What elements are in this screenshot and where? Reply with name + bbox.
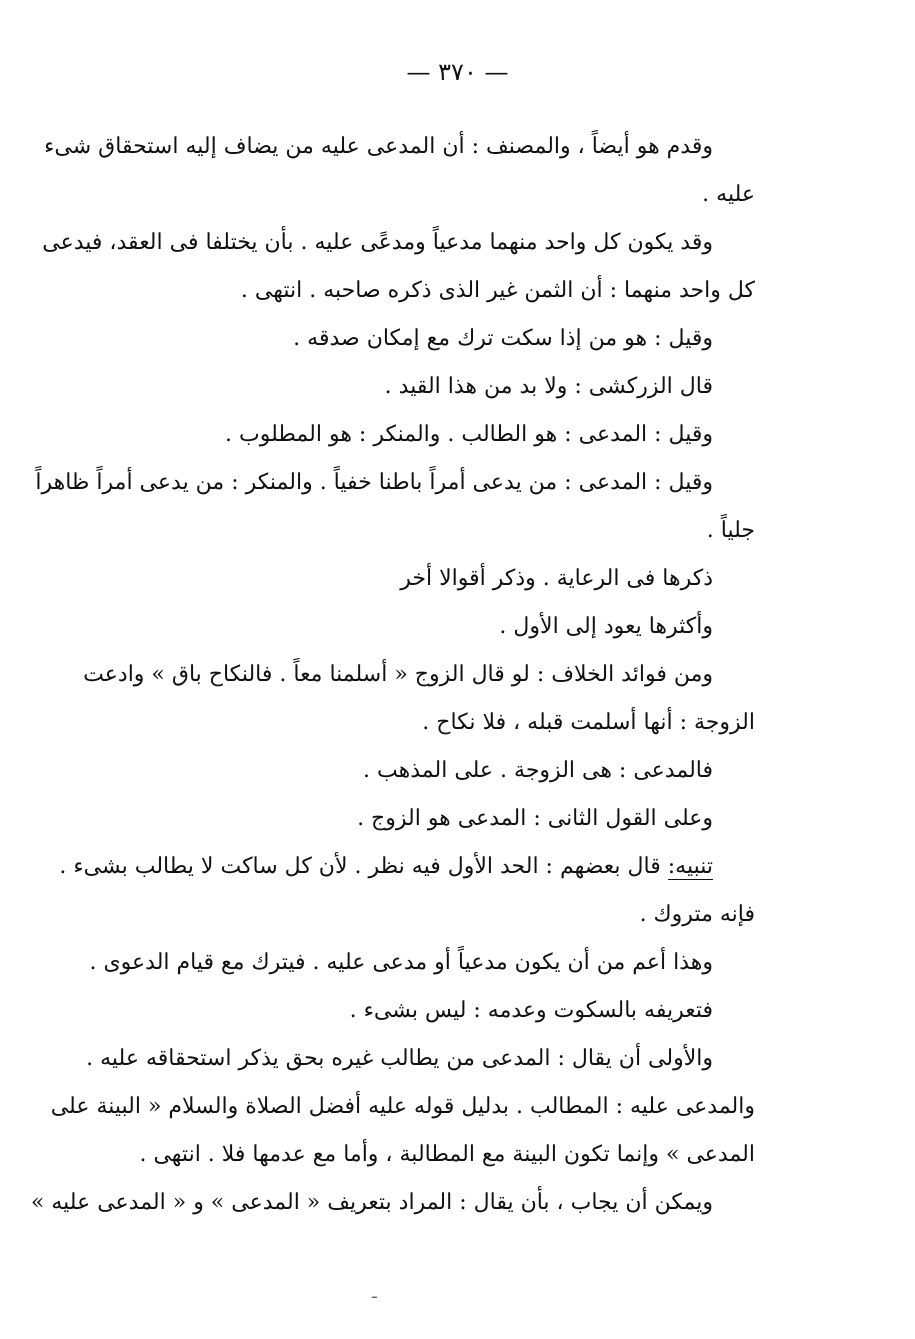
text-line-8: وقيل : المدعى : من يدعى أمراً باطنا خفياً . والمنكر : من يدعى أمراً ظاهراً — [35, 470, 713, 495]
text-line-23: ويمكن أن يجاب ، بأن يقال : المراد بتعريف « المدعى » و « المدعى عليه » — [30, 1190, 713, 1215]
note-text: قال بعضهم : الحد الأول فيه نظر . لأن كل ساكت لا يطالب بشىء . — [59, 854, 661, 879]
text-line-20: والأولى أن يقال : المدعى من يطالب غيره بحق يذكر استحقاقه عليه . — [86, 1046, 713, 1071]
text-line-13: الزوجة : أنها أسلمت قبله ، فلا نكاح . — [422, 710, 755, 735]
text-line-11: وأكثرها يعود إلى الأول . — [499, 614, 713, 639]
text-line-3: وقد يكون كل واحد منهما مدعياً ومدعًى عليه . بأن يختلفا فى العقد، فيدعى — [42, 230, 713, 255]
page-number: — ٣٧٠ — — [406, 58, 509, 86]
note-label: تنبيه: — [667, 854, 713, 879]
text-line-19: فتعريفه بالسكوت وعدمه : ليس بشىء . — [349, 998, 713, 1023]
text-line-1: وقدم هو أيضاً ، والمصنف : أن المدعى عليه من يضاف إليه استحقاق شىء — [44, 134, 713, 159]
text-line-17: فإنه متروك . — [639, 902, 755, 927]
text-line-18: وهذا أعم من أن يكون مدعياً أو مدعى عليه . فيترك مع قيام الدعوى . — [89, 950, 713, 975]
scan-mark: ـ — [372, 1283, 377, 1302]
text-line-6: قال الزركشى : ولا بد من هذا القيد . — [384, 374, 713, 399]
text-line-12: ومن فوائد الخلاف : لو قال الزوج « أسلمنا معاً . فالنكاح باق » وادعت — [83, 662, 713, 687]
text-line-21: والمدعى عليه : المطالب . بدليل قوله عليه أفضل الصلاة والسلام « البينة على — [50, 1094, 755, 1119]
text-line-10: ذكرها فى الرعاية . وذكر أقوالا أخر — [400, 566, 713, 591]
text-line-4: كل واحد منهما : أن الثمن غير الذى ذكره صاحبه . انتهى . — [240, 278, 755, 303]
text-line-7: وقيل : المدعى : هو الطالب . والمنكر : هو المطلوب . — [225, 422, 713, 447]
text-line-15: وعلى القول الثانى : المدعى هو الزوج . — [357, 806, 713, 831]
text-line-2: عليه . — [702, 182, 755, 207]
text-line-9: جلياً . — [706, 518, 755, 543]
text-line-5: وقيل : هو من إذا سكت ترك مع إمكان صدقه . — [293, 326, 713, 351]
text-line-16 — [59, 843, 755, 891]
text-line-22: المدعى » وإنما تكون البينة مع المطالبة ، وأما مع عدمها فلا . انتهى . — [139, 1142, 755, 1167]
body-text — [30, 123, 755, 1227]
text-line-14: فالمدعى : هى الزوجة . على المذهب . — [363, 758, 713, 783]
